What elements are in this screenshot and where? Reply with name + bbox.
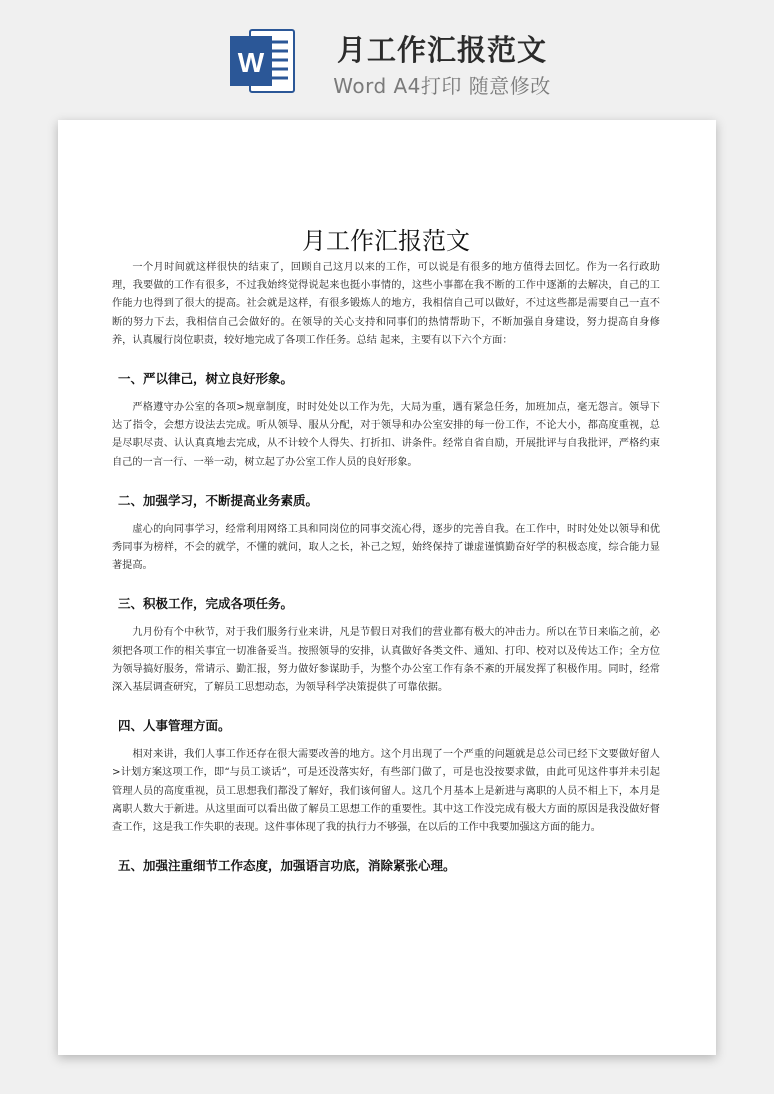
section-heading-1: 一、严以律己，树立良好形象。 (118, 371, 294, 387)
section-body-2: 虚心的向同事学习，经常利用网络工具和同岗位的同事交流心得，逐步的完善自我。在工作中，时时处处以领导和优秀同事为榜样，不会的就学，不懂的就问，取人之长，补己之短，始终保持了谦虚谨慎勤奋好学的积极态度，综合能力显著提高。 (112, 523, 660, 572)
section-body-3: 九月份有个中秋节，对于我们服务行业来讲，凡是节假日对我们的营业都有极大的冲击力。所以在节日来临之前，必须把各项工作的相关事宜一切准备妥当。按照领导的安排，认真做好各类文件、通知、打印、校对以及传达工作；全方位为领导搞好服务，常请示、勤汇报，努力做好参谋助手，为整个办公室工作有条不紊的开展发挥了积极作用。同时，经常深入基层调查研究，了解员工思想动态，为领导科学决策提供了可靠依据。 (112, 627, 660, 694)
word-document-icon (228, 26, 298, 96)
section-body-1: 严格遵守办公室的各项>规章制度，时时处处以工作为先，大局为重，遇有紧急任务，加班加点，毫无怨言。领导下达了指令，会想方设法去完成。听从领导、服从分配，对于领导和办公室安排的每一份工作，不论大小，都高度重视，总是尽职尽责、认认真真地去完成，从不计较个人得失、打折扣、讲条件。经常自省自励，开展批评与自我批评，严格约束自己的一言一行、一举一动，树立起了办公室工作人员的良好形象。 (112, 402, 660, 468)
page-header (0, 0, 774, 110)
section-heading-2: 二、加强学习，不断提高业务素质。 (118, 492, 319, 508)
section-heading-5: 五、加强注重细节工作态度，加强语言功底，消除紧张心理。 (118, 858, 456, 874)
word-icon-letter: W (237, 47, 265, 78)
document-title: 月工作汇报范文 (302, 227, 470, 255)
document-content (112, 225, 660, 886)
header-title: 月工作汇报范文 (336, 33, 547, 67)
intro-paragraph: 一个月时间就这样很快的结束了，回顾自己这月以来的工作，可以说是有很多的地方值得去回忆。作为一名行政助理，我要做的工作有很多，不过我始终觉得说起来也挺小事情的，这些小事都在我不断的工作中逐渐的去解决，自己的工作能力也得到了很大的提高。社会就是这样，有很多锻炼人的地方，我相信自己可以做好，不过这些都是需要自己一直不断的努力下去，我相信自己会做好的。在领导的关心支持和同事们的热情帮助下，不断加强自身建设，努力提高自身修养，认真履行岗位职责，较好地完成了各项工作任务。总结 起来，主要有以下六个方面： (112, 262, 660, 346)
section-heading-4: 四、人事管理方面。 (118, 718, 231, 734)
document-page (58, 120, 716, 1055)
section-heading-3: 三、积极工作，完成各项任务。 (118, 596, 294, 612)
header-subtitle: Word A4打印 随意修改 (333, 74, 551, 98)
section-body-4: 相对来讲，我们人事工作还存在很大需要改善的地方。这个月出现了一个严重的问题就是总公司已经下文要做好留人>计划方案这项工作，即“与员工谈话”，可是还没落实好，有些部门做了，可是也没按要求做，由此可见这件事并未引起管理人员的高度重视，员工思想我们都没了解好，我们该何留人。这几个月基本上是新进与离职的人员不相上下，本月是离职人数大于新进。从这里面可以看出做了解员工思想工作的重要性。其中这工作没完成有极大方面的原因是我没做好督查工作，这是我工作失职的表现。这件事体现了我的执行力不够强，在以后的工作中我要加强这方面的能力。 (112, 749, 660, 834)
